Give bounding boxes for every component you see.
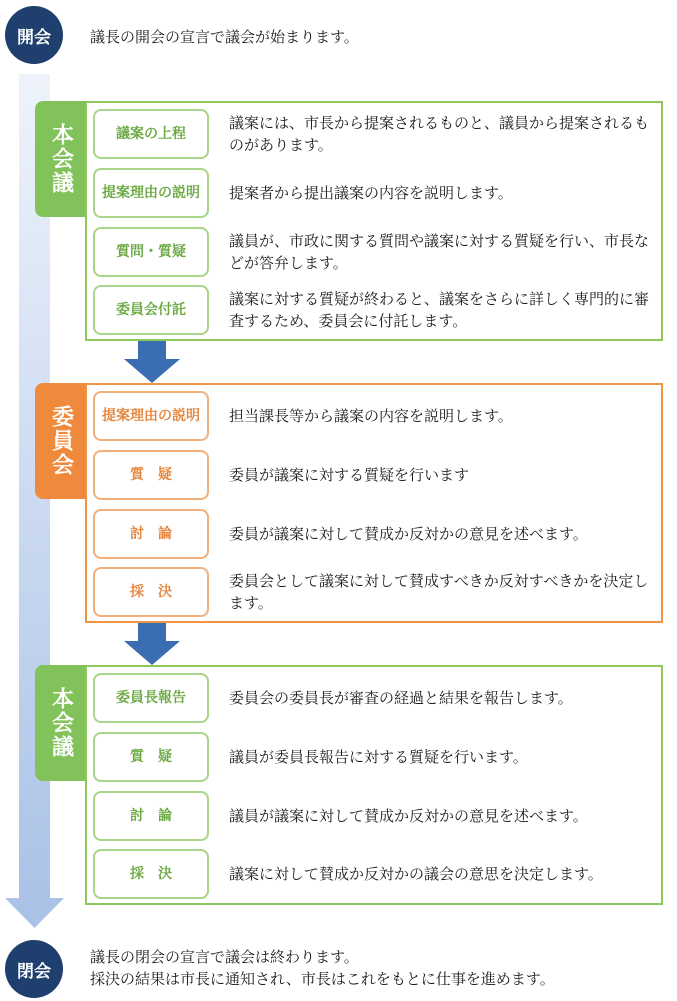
step-label: 提案理由の説明 xyxy=(93,391,209,441)
step-description: 議員が委員長報告に対する質疑を行います。 xyxy=(229,748,528,766)
section-tab-committee: 委員会 xyxy=(35,383,87,499)
opening-text: 議長の開会の宣言で議会が始まります。 xyxy=(90,28,359,46)
step-label: 質 疑 xyxy=(93,732,209,782)
list-item xyxy=(93,509,655,561)
list-item xyxy=(93,673,655,725)
step-description: 委員会の委員長が審査の経過と結果を報告します。 xyxy=(229,689,573,707)
step-description: 議案には、市長から提案されるものと、議員から提案されるものがあります。 xyxy=(229,114,650,154)
list-item xyxy=(93,849,655,901)
list-item xyxy=(93,791,655,843)
opening-badge: 開会 xyxy=(5,6,63,64)
step-description: 委員が議案に対して賛成か反対かの意見を述べます。 xyxy=(229,525,588,543)
step-label: 討 論 xyxy=(93,791,209,841)
section-tab-plenary-1: 本会議 xyxy=(35,101,87,217)
step-label: 提案理由の説明 xyxy=(93,168,209,218)
section-committee xyxy=(85,383,663,623)
list-item xyxy=(93,109,655,161)
section-plenary-2 xyxy=(85,665,663,905)
list-item xyxy=(93,450,655,502)
step-description: 議員が議案に対して賛成か反対かの意見を述べます。 xyxy=(229,807,588,825)
closing-badge: 閉会 xyxy=(5,940,63,998)
step-label: 委員長報告 xyxy=(93,673,209,723)
step-description: 委員が議案に対する質疑を行います xyxy=(229,466,470,484)
step-description: 担当課長等から議案の内容を説明します。 xyxy=(229,407,513,425)
step-description: 議案に対する質疑が終わると、議案をさらに詳しく専門的に審査するため、委員会に付託します。 xyxy=(229,290,650,330)
step-label: 討 論 xyxy=(93,509,209,559)
step-label: 質問・質疑 xyxy=(93,227,209,277)
section-tab-plenary-2: 本会議 xyxy=(35,665,87,781)
down-arrow-icon xyxy=(124,623,180,665)
step-description: 議員が、市政に関する質問や議案に対する質疑を行い、市長などが答弁します。 xyxy=(229,232,650,272)
closing-line-2: 採決の結果は市長に通知され、市長はこれをもとに仕事を進めます。 xyxy=(90,970,555,988)
step-description: 委員会として議案に対して賛成すべきか反対すべきかを決定します。 xyxy=(229,572,649,612)
list-item xyxy=(93,227,655,279)
down-arrow-icon xyxy=(124,341,180,383)
section-plenary-1 xyxy=(85,101,663,341)
list-item xyxy=(93,567,655,619)
step-label: 委員会付託 xyxy=(93,285,209,335)
step-label: 議案の上程 xyxy=(93,109,209,159)
list-item xyxy=(93,732,655,784)
step-label: 質 疑 xyxy=(93,450,209,500)
step-description: 議案に対して賛成か反対かの議会の意思を決定します。 xyxy=(229,865,603,883)
list-item xyxy=(93,168,655,220)
list-item xyxy=(93,285,655,337)
closing-line-1: 議長の閉会の宣言で議会は終わります。 xyxy=(90,948,359,966)
step-description: 提案者から提出議案の内容を説明します。 xyxy=(229,184,513,202)
step-label: 採 決 xyxy=(93,567,209,617)
step-label: 採 決 xyxy=(93,849,209,899)
closing-text xyxy=(90,946,555,990)
list-item xyxy=(93,391,655,443)
